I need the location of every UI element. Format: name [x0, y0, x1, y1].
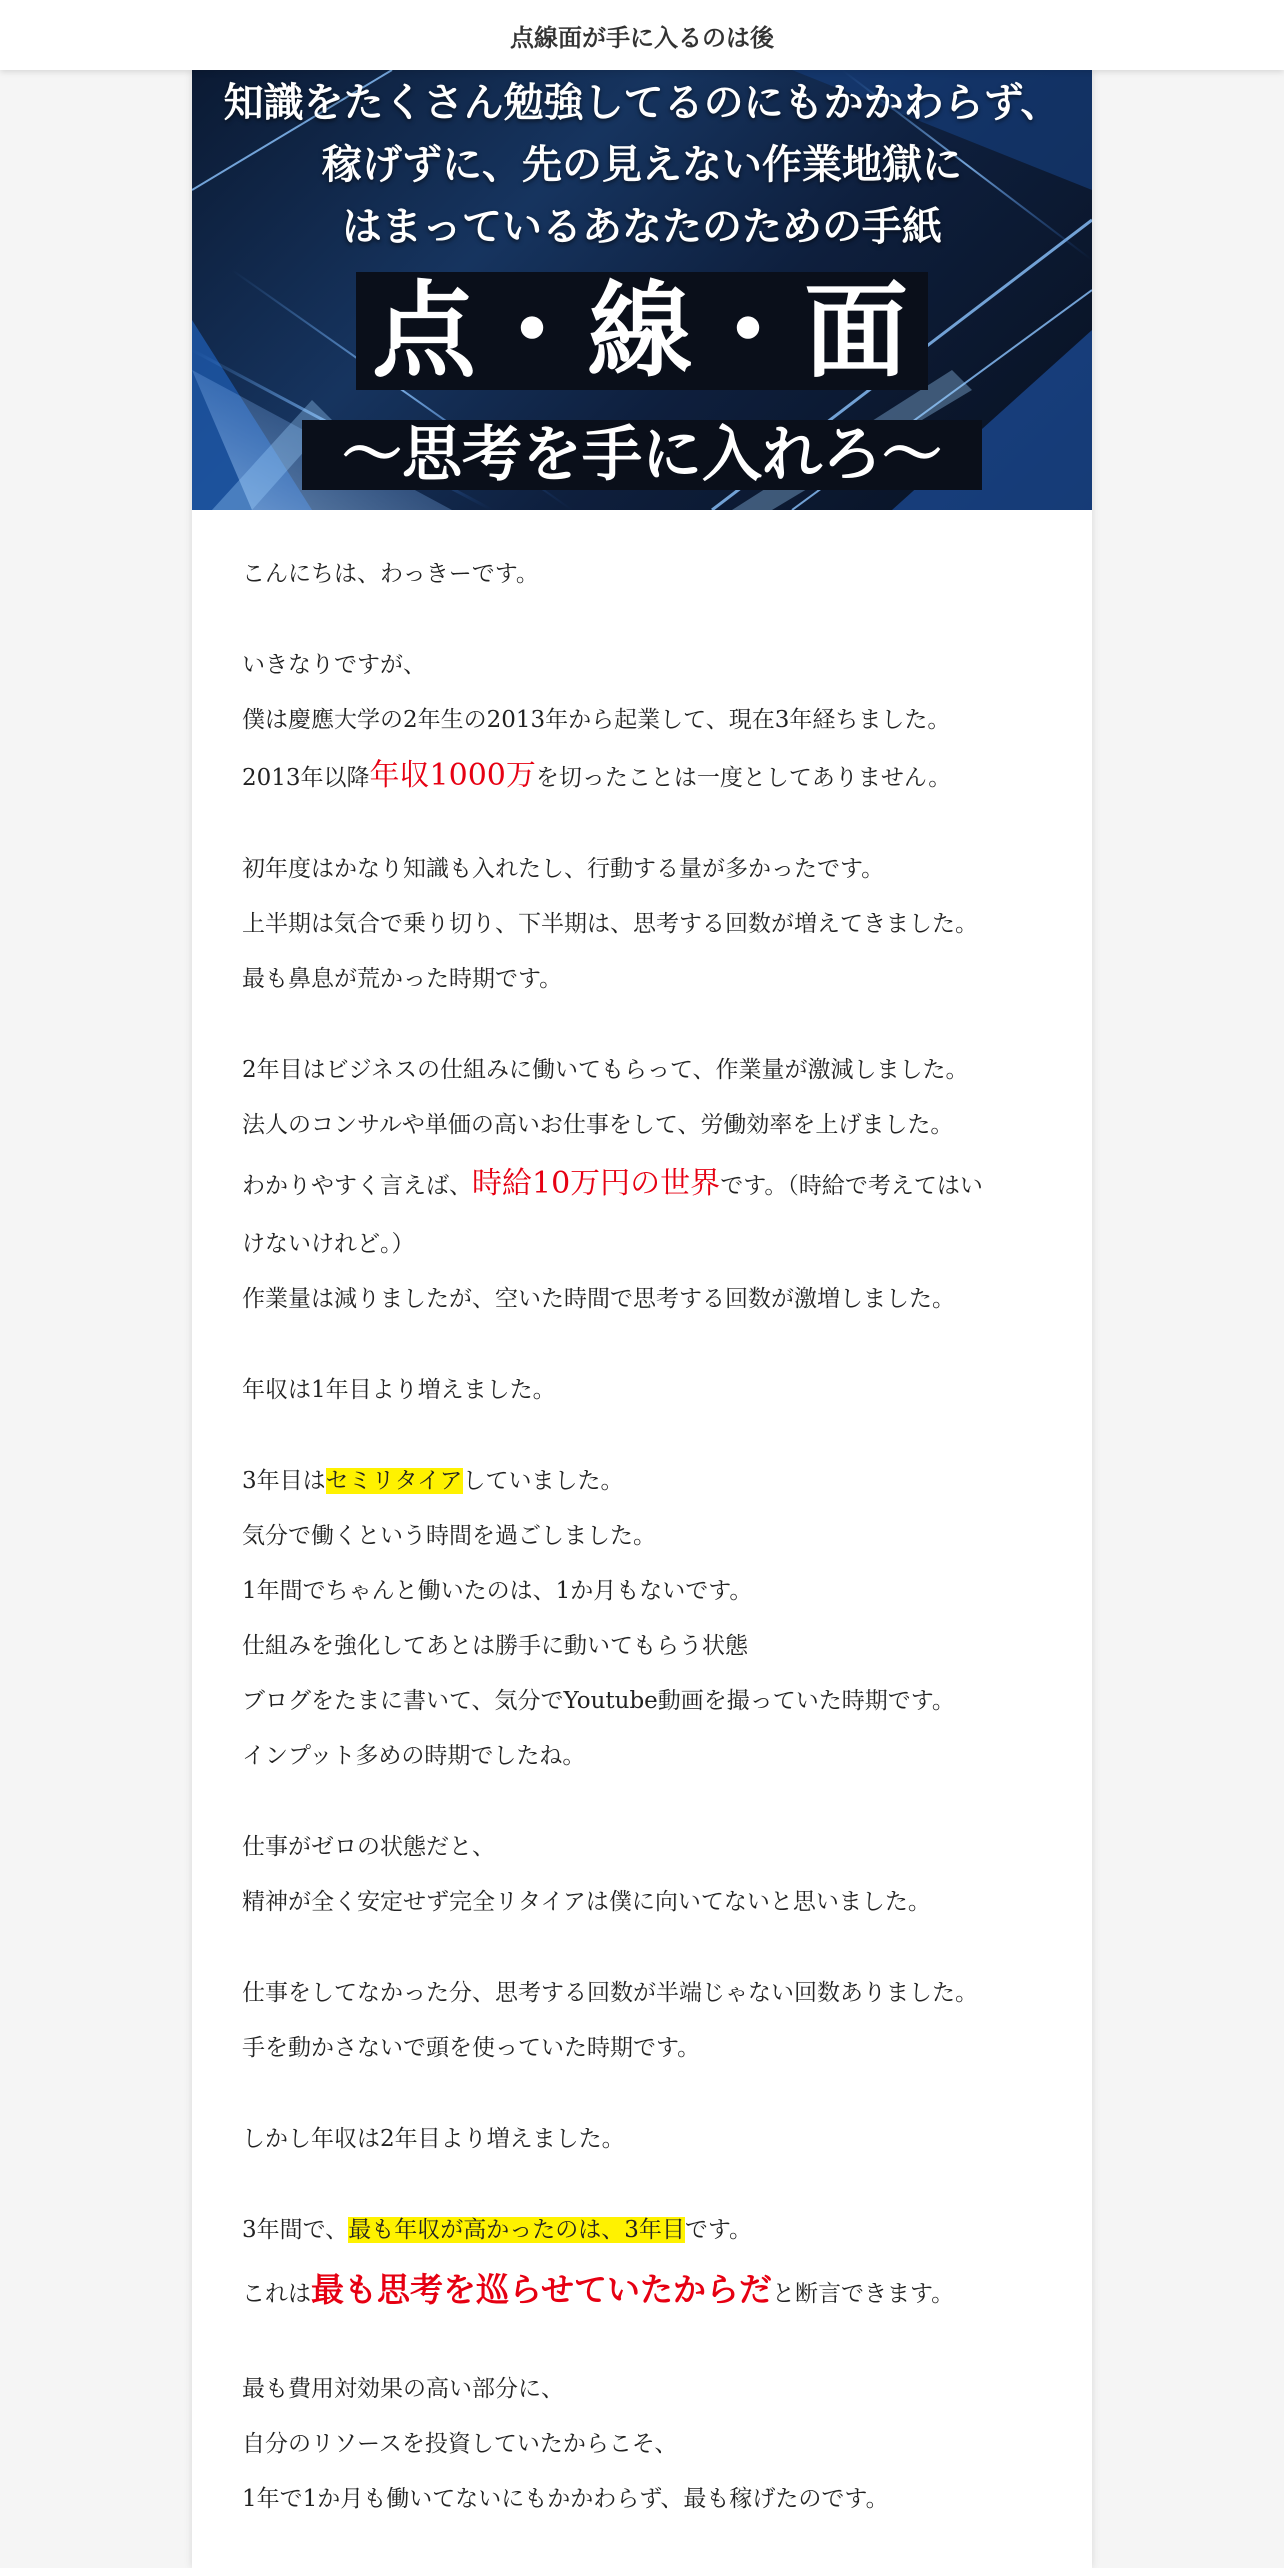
- text-span: と断言できます。: [772, 2281, 955, 2307]
- paragraph-line: [242, 2203, 1052, 2258]
- page-title: 点線面が手に入るのは後: [510, 23, 774, 52]
- paragraph-line: 精神が全く安定せず完全リタイアは僕に向いてないと思いました。: [242, 1889, 931, 1915]
- text-span: していました。: [462, 1468, 624, 1494]
- hero-banner: [192, 70, 1092, 510]
- paragraph-line: 最も費用対効果の高い部分に、: [242, 2376, 564, 2402]
- text-span: わかりやすく言えば、: [242, 1173, 472, 1199]
- paragraph-line: [242, 748, 1052, 806]
- hero-lead-line: 稼げずに、先の見えない作業地獄に: [322, 142, 962, 188]
- hero-title-box: [356, 272, 928, 390]
- highlight-marker: 最も年収が高かったのは、3年目: [348, 2217, 685, 2243]
- paragraph-line: 手を動かさないで頭を使っていた時期です。: [242, 2035, 701, 2061]
- paragraph-line: 作業量は減りましたが、空いた時間で思考する回数が激増しました。: [242, 1286, 955, 1312]
- paragraph-line: 上半期は気合で乗り切り、下半期は、思考する回数が増えてきました。: [242, 911, 978, 937]
- paragraph-line: 年収は1年目より増えました。: [242, 1377, 556, 1403]
- paragraph-line: 初年度はかなり知識も入れたし、行動する量が多かったです。: [242, 856, 885, 882]
- article: [192, 70, 1092, 2568]
- paragraph-line: 最も鼻息が荒かった時期です。: [242, 966, 563, 992]
- highlight-marker: セミリタイア: [325, 1468, 463, 1494]
- text-span: これは: [242, 2281, 311, 2307]
- paragraph-line: 2年目はビジネスの仕組みに働いてもらって、作業量が激減しました。: [242, 1057, 969, 1083]
- text-span: です。（時給で考えてはい: [720, 1173, 983, 1199]
- greeting: こんにちは、わっきーです。: [242, 561, 539, 587]
- hero-title: 点・線・面: [371, 270, 912, 392]
- text-span: を切ったことは一度としてありません。: [535, 765, 952, 791]
- paragraph-line: 1年で1か月も働いてないにもかかわらず、最も稼げたのです。: [242, 2486, 889, 2512]
- paragraph-line: [242, 2258, 1052, 2326]
- text-span: 3年間で、: [242, 2217, 349, 2243]
- paragraph-line: 自分のリソースを投資していたからこそ、: [242, 2431, 678, 2457]
- emphasis-red: 時給10万円の世界: [472, 1166, 721, 1201]
- hero-subtitle: 〜思考を手に入れろ〜: [342, 420, 942, 490]
- paragraph-line: [242, 1454, 1052, 1509]
- hero-subtitle-box: [302, 420, 982, 490]
- paragraph-line: しかし年収は2年目より増えました。: [242, 2126, 625, 2152]
- paragraph-line: 僕は慶應大学の2年生の2013年から起業して、現在3年経ちました。: [242, 707, 951, 733]
- paragraph-line: 仕事がゼロの状態だと、: [242, 1834, 495, 1860]
- paragraph-line: けないけれど。）: [242, 1231, 415, 1257]
- hero-lead-line: 知識をたくさん勉強してるのにもかかわらず、: [223, 80, 1061, 126]
- paragraph-line: 気分で働くという時間を過ごしました。: [242, 1523, 656, 1549]
- hero-lead-text: [192, 72, 1092, 258]
- emphasis-red: 最も思考を巡らせていたからだ: [311, 2270, 773, 2309]
- paragraph-line: いきなりですが、: [242, 652, 426, 678]
- paragraph-line: インプット多めの時期でしたね。: [242, 1743, 586, 1769]
- top-bar: [0, 0, 1284, 70]
- paragraph-line: 1年間でちゃんと働いたのは、1か月もないです。: [242, 1578, 753, 1604]
- hero-lead-line: はまっているあなたのための手紙: [342, 204, 942, 250]
- paragraph-line: 仕組みを強化してあとは勝手に動いてもらう状態: [242, 1633, 748, 1659]
- paragraph-line: ブログをたまに書いて、気分でYoutube動画を撮っていた時期です。: [242, 1688, 955, 1714]
- text-span: 3年目は: [242, 1468, 326, 1494]
- paragraph-line: 法人のコンサルや単価の高いお仕事をして、労働効率を上げました。: [242, 1112, 954, 1138]
- paragraph-line: 仕事をしてなかった分、思考する回数が半端じゃない回数ありました。: [242, 1980, 978, 2006]
- text-span: です。: [684, 2217, 752, 2243]
- letter-body: [242, 547, 1052, 2527]
- paragraph-line: [242, 1153, 1052, 1217]
- emphasis-red: 年収1000万: [369, 758, 536, 793]
- text-span: 2013年以降: [242, 765, 370, 791]
